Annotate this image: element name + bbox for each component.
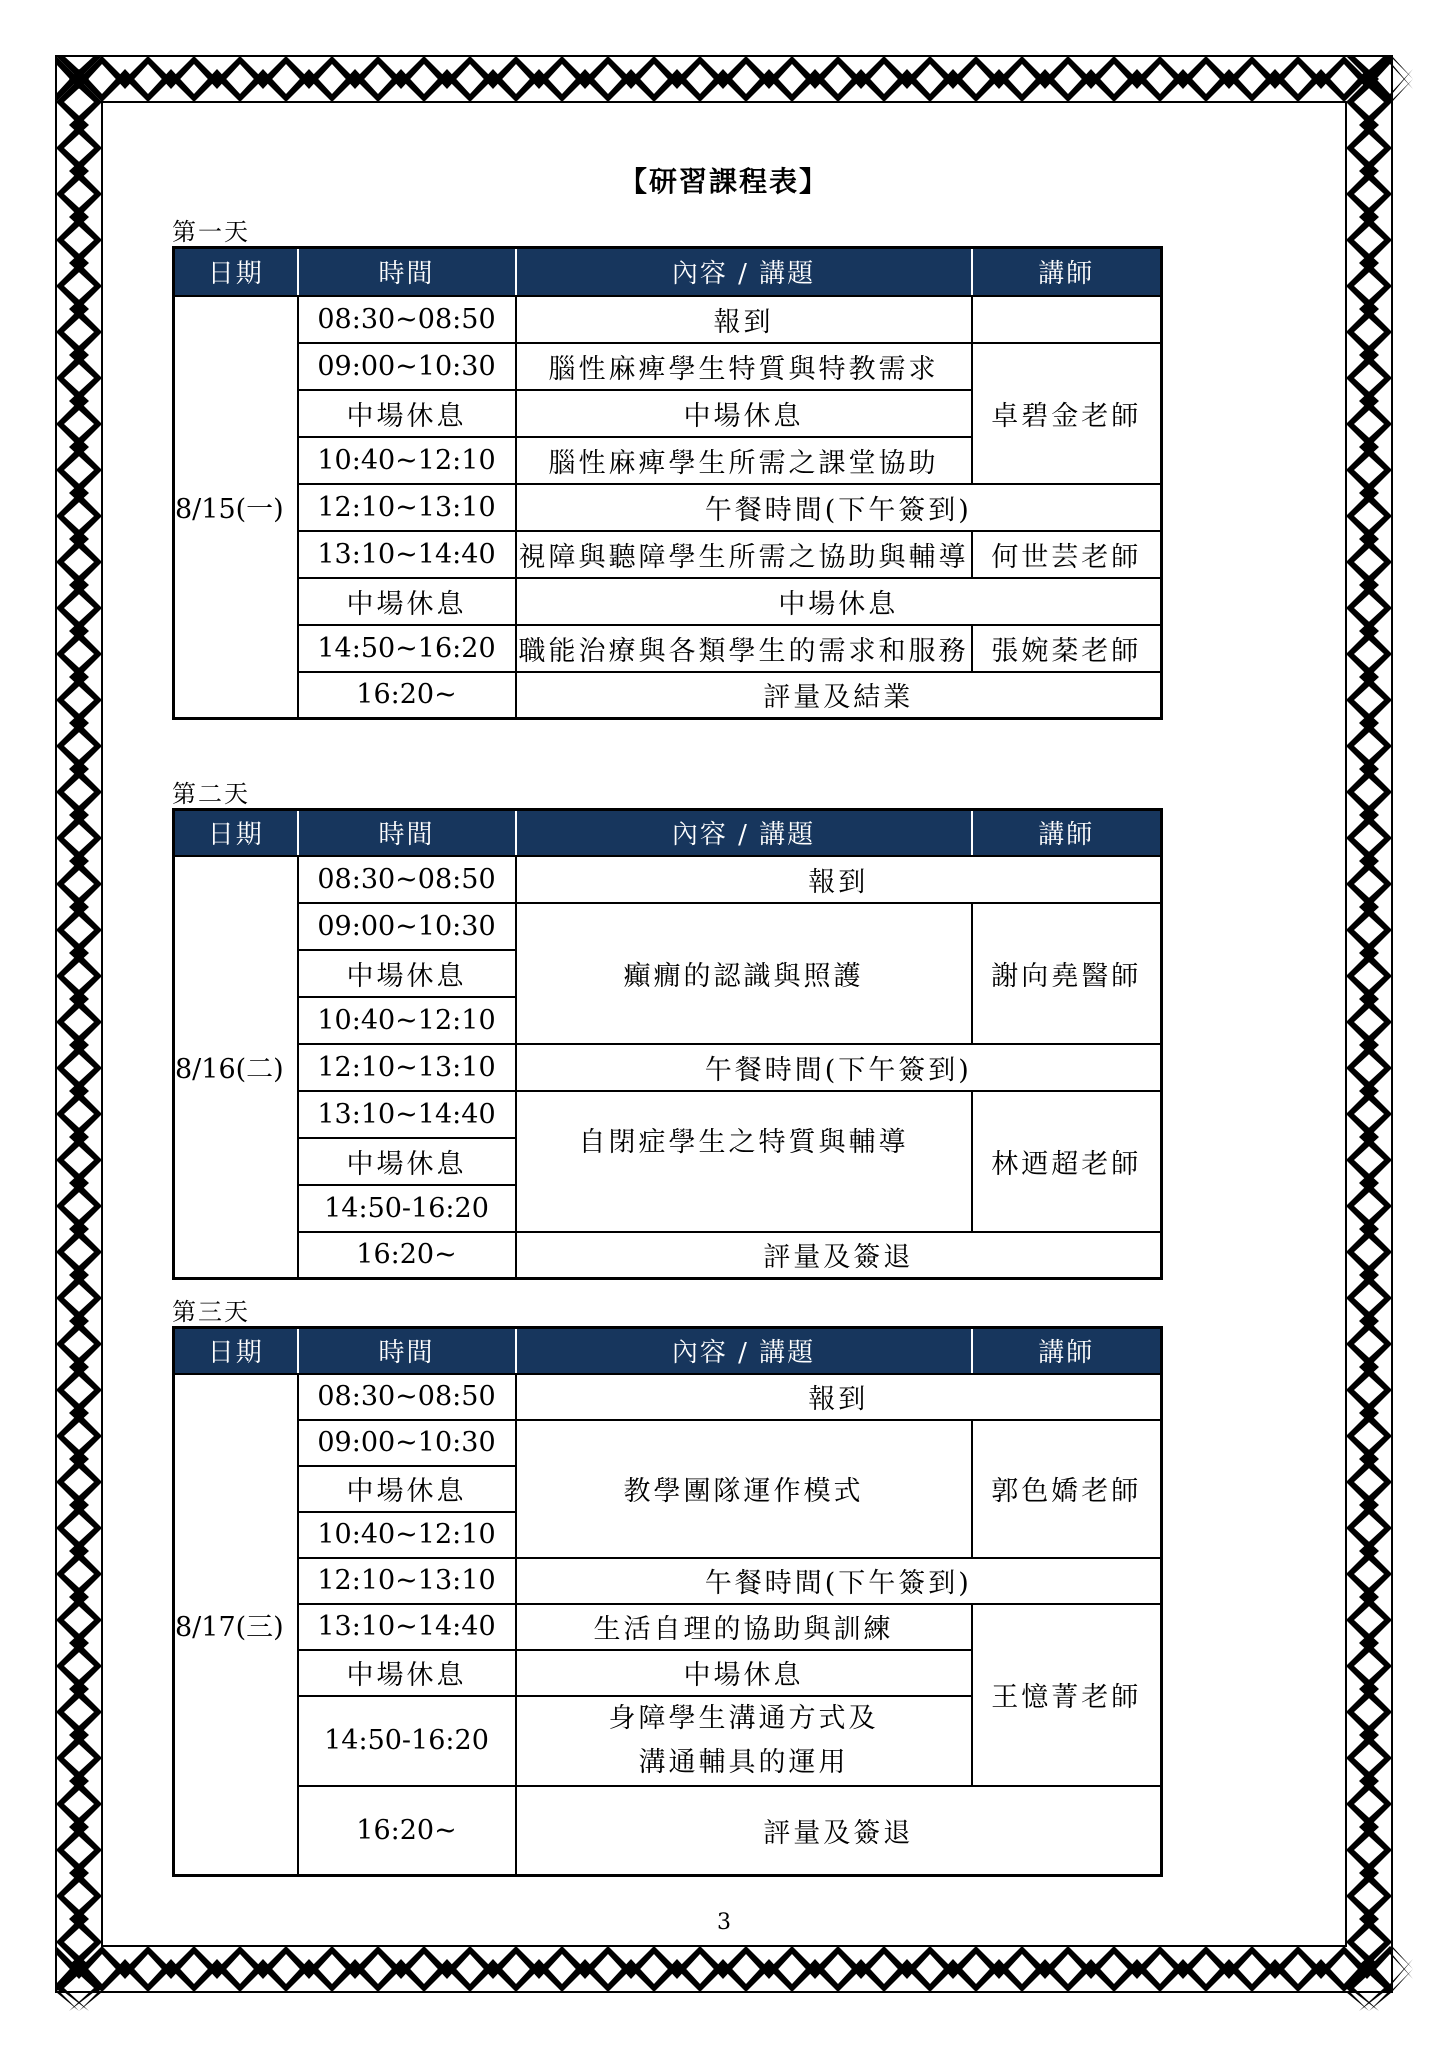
time-cell: 10:40~12:10 <box>298 437 516 484</box>
table-header-row <box>174 248 1162 296</box>
time-cell: 09:00~10:30 <box>298 343 516 390</box>
day-1-label: 第一天 <box>172 218 250 246</box>
table-row <box>174 1786 1162 1876</box>
time-cell: 08:30~08:50 <box>298 1374 516 1420</box>
page-number: 3 <box>717 1910 731 1935</box>
speaker-cell: 郭色嬌老師 <box>972 1420 1162 1558</box>
speaker-cell: 林迺超老師 <box>972 1091 1162 1232</box>
header-speaker: 講師 <box>972 248 1162 296</box>
topic-cell: 職能治療與各類學生的需求和服務 <box>516 625 972 672</box>
table-row <box>174 1420 1162 1466</box>
topic-cell: 腦性麻痺學生所需之課堂協助 <box>516 437 972 484</box>
header-date: 日期 <box>174 248 298 296</box>
topic-cell: 午餐時間(下午簽到) <box>516 484 1162 531</box>
topic-cell: 中場休息 <box>516 390 972 437</box>
day-3-schedule-table <box>172 1326 1163 1877</box>
table-row <box>174 296 1162 343</box>
topic-cell: 生活自理的協助與訓練 <box>516 1604 972 1650</box>
time-cell: 09:00~10:30 <box>298 903 516 950</box>
speaker-cell: 張婉棻老師 <box>972 625 1162 672</box>
page-title: 【研習課程表】 <box>618 165 829 198</box>
time-cell: 10:40~12:10 <box>298 1512 516 1558</box>
table-row <box>174 1232 1162 1279</box>
topic-cell: 腦性麻痺學生特質與特教需求 <box>516 343 972 390</box>
speaker-cell-empty <box>972 296 1162 343</box>
topic-cell: 報到 <box>516 856 1162 903</box>
time-cell: 14:50-16:20 <box>298 1185 516 1232</box>
time-cell: 中場休息 <box>298 1650 516 1696</box>
topic-cell: 視障與聽障學生所需之協助與輔導 <box>516 531 972 578</box>
topic-cell: 教學團隊運作模式 <box>516 1420 972 1558</box>
date-cell: 8/16(二) <box>174 856 298 1279</box>
time-cell: 中場休息 <box>298 390 516 437</box>
time-cell: 12:10~13:10 <box>298 484 516 531</box>
header-time: 時間 <box>298 810 516 856</box>
speaker-cell: 謝向堯醫師 <box>972 903 1162 1044</box>
topic-cell: 自閉症學生之特質與輔導 <box>516 1091 972 1232</box>
table-header-row <box>174 1328 1162 1374</box>
topic-line-1: 身障學生溝通方式及 <box>608 1702 879 1734</box>
day-2-label: 第二天 <box>172 780 250 808</box>
date-cell: 8/15(一) <box>174 296 298 719</box>
time-cell: 12:10~13:10 <box>298 1044 516 1091</box>
day-1-schedule-table <box>172 246 1163 720</box>
header-topic: 內容 / 講題 <box>516 1328 972 1374</box>
time-cell: 16:20~ <box>298 1786 516 1876</box>
topic-cell: 癲癇的認識與照護 <box>516 903 972 1044</box>
speaker-cell: 何世芸老師 <box>972 531 1162 578</box>
day-2-schedule-table <box>172 808 1163 1280</box>
time-cell: 16:20~ <box>298 1232 516 1279</box>
time-cell: 中場休息 <box>298 1466 516 1512</box>
topic-cell: 報到 <box>516 296 972 343</box>
time-cell: 12:10~13:10 <box>298 1558 516 1604</box>
header-date: 日期 <box>174 810 298 856</box>
time-cell: 中場休息 <box>298 578 516 625</box>
table-row <box>174 1044 1162 1091</box>
time-cell: 14:50~16:20 <box>298 625 516 672</box>
time-cell: 中場休息 <box>298 950 516 997</box>
time-cell: 10:40~12:10 <box>298 997 516 1044</box>
header-topic: 內容 / 講題 <box>516 248 972 296</box>
table-row <box>174 856 1162 903</box>
day-3-label: 第三天 <box>172 1298 250 1326</box>
topic-cell <box>516 1696 972 1786</box>
table-row <box>174 1374 1162 1420</box>
time-cell: 13:10~14:40 <box>298 1604 516 1650</box>
table-row <box>174 531 1162 578</box>
topic-cell: 午餐時間(下午簽到) <box>516 1558 1162 1604</box>
table-row <box>174 484 1162 531</box>
table-row <box>174 625 1162 672</box>
table-row <box>174 1558 1162 1604</box>
topic-line-2: 溝通輔具的運用 <box>638 1746 849 1778</box>
table-row <box>174 672 1162 719</box>
header-time: 時間 <box>298 1328 516 1374</box>
table-header-row <box>174 810 1162 856</box>
table-row <box>174 343 1162 390</box>
time-cell: 14:50-16:20 <box>298 1696 516 1786</box>
topic-cell: 評量及簽退 <box>516 1232 1162 1279</box>
speaker-cell: 王憶菁老師 <box>972 1604 1162 1786</box>
time-cell: 中場休息 <box>298 1138 516 1185</box>
topic-cell: 評量及簽退 <box>516 1786 1162 1876</box>
header-topic: 內容 / 講題 <box>516 810 972 856</box>
header-time: 時間 <box>298 248 516 296</box>
speaker-cell: 卓碧金老師 <box>972 343 1162 484</box>
time-cell: 08:30~08:50 <box>298 296 516 343</box>
table-row <box>174 903 1162 950</box>
time-cell: 09:00~10:30 <box>298 1420 516 1466</box>
topic-cell: 午餐時間(下午簽到) <box>516 1044 1162 1091</box>
topic-cell: 中場休息 <box>516 578 1162 625</box>
time-cell: 13:10~14:40 <box>298 531 516 578</box>
topic-cell: 報到 <box>516 1374 1162 1420</box>
header-date: 日期 <box>174 1328 298 1374</box>
time-cell: 08:30~08:50 <box>298 856 516 903</box>
table-row <box>174 1604 1162 1650</box>
table-row <box>174 578 1162 625</box>
header-speaker: 講師 <box>972 1328 1162 1374</box>
date-cell: 8/17(三) <box>174 1374 298 1876</box>
table-row <box>174 1091 1162 1138</box>
header-speaker: 講師 <box>972 810 1162 856</box>
time-cell: 13:10~14:40 <box>298 1091 516 1138</box>
topic-cell: 評量及結業 <box>516 672 1162 719</box>
topic-cell: 中場休息 <box>516 1650 972 1696</box>
time-cell: 16:20~ <box>298 672 516 719</box>
